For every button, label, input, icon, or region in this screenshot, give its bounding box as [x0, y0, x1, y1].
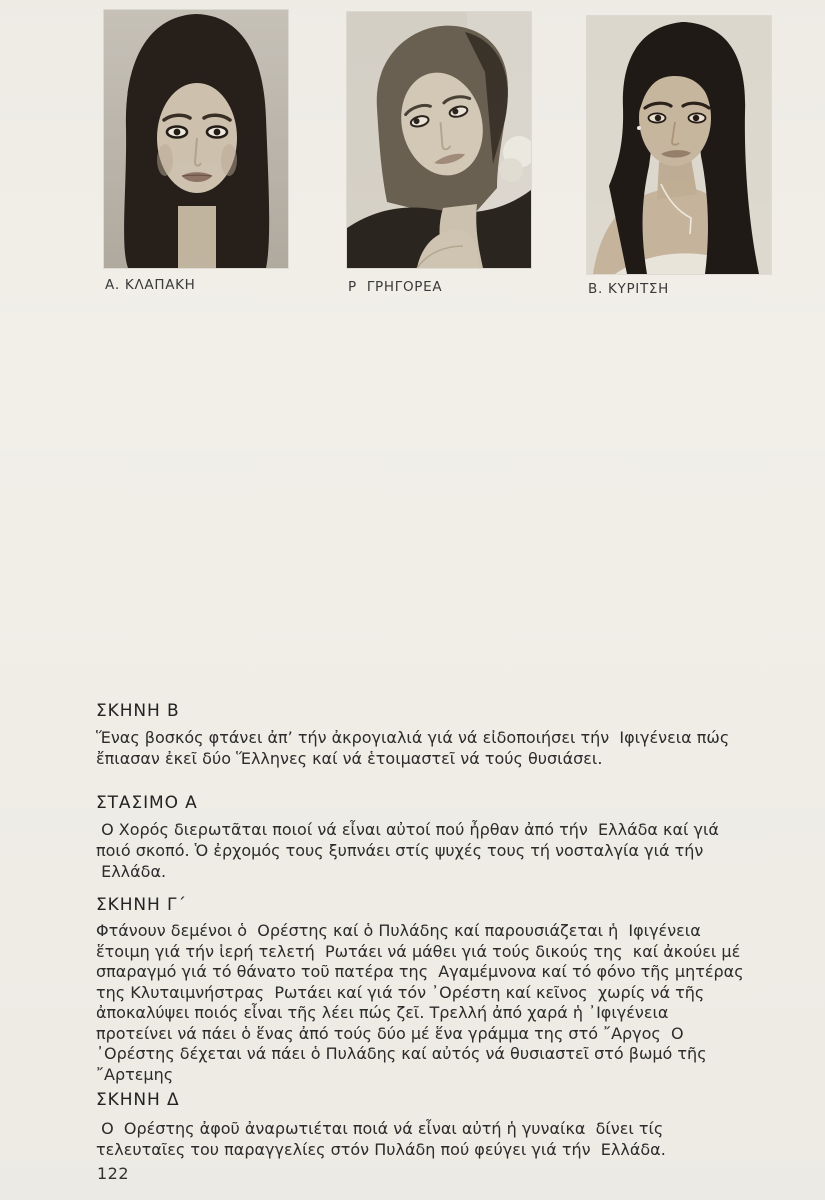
paragraph-line: Ο Χορός διερωτᾶται ποιοί νά εἶναι αὐτοί πού ἦρθαν ἀπό τήν Ελλάδα καί γιά [96, 820, 719, 839]
section-paragraph-skini-b [96, 727, 786, 769]
paragraph-line: τελευταῖες του παραγγελίες στόν Πυλάδη πού φεύγει γιά τήν Ελλάδα. [96, 1140, 666, 1159]
photo-caption-grigorea: Ρ ΓΡΗΓΟΡΕΑ [348, 279, 443, 295]
section-heading-skini-d: ΣΚΗΝΗ Δ [96, 1090, 180, 1110]
section-heading-stasimo-a: ΣΤΑΣΙΜΟ Α [96, 793, 198, 813]
paragraph-line: Φτάνουν δεμένοι ὁ Ορέστης καί ὁ Πυλάδης καί παρουσιάζεται ἡ Ιφιγένεια [96, 921, 701, 940]
portrait-woman-looking-up-icon [347, 12, 531, 268]
photo-caption-kyritsi: Β. ΚΥΡΙΤΣΗ [588, 281, 669, 297]
paragraph-line: Ελλάδα. [96, 862, 167, 881]
section-heading-skini-c: ΣΚΗΝΗ Γ΄ [96, 895, 187, 915]
portrait-photo-grigorea [347, 12, 531, 268]
photo-caption-klapaki: Α. ΚΛΑΠΑΚΗ [105, 277, 196, 293]
paragraph-line: Ο Ορέστης ἀφοῦ ἀναρωτιέται ποιά νά εἶναι αὐτή ἡ γυναίκα δίνει τίς [96, 1119, 664, 1138]
paragraph-line: ποιό σκοπό. Ὁ ἐρχομός τους ξυπνάει στίς ψυχές τους τή νοσταλγία γιά τήν [96, 841, 704, 860]
portrait-photo-klapaki [104, 10, 288, 268]
section-heading-skini-b: ΣΚΗΝΗ Β [96, 701, 180, 721]
paragraph-line: ἀποκαλύψει ποιός εἶναι τῆς λέει πώς ζεῖ. Τρελλή ἀπό χαρά ἡ ᾽Ιφιγένεια [96, 1003, 669, 1022]
paragraph-line: ἔπιασαν ἐκεῖ δύο Ἕλληνες καί νά ἑτοιμαστεῖ νά τούς θυσιάσει. [96, 749, 603, 768]
paragraph-line: σπαραγμό γιά τό θάνατο τοῦ πατέρα της Αγαμέμνονα καί τό φόνο τῆς μητέρας [96, 962, 744, 981]
portrait-photo-kyritsi [587, 16, 771, 274]
section-paragraph-skini-d [96, 1118, 786, 1160]
portrait-woman-front-icon [104, 10, 288, 268]
page-number: 122 [97, 1164, 130, 1183]
paragraph-line: ἕτοιμη γιά τήν ἱερή τελετή Ρωτάει νά μάθει γιά τούς δικούς της καί ἀκούει μέ [96, 941, 741, 961]
paragraph-line: ῎Αρτεμης [96, 1064, 174, 1084]
paragraph-line: Ἕνας βοσκός φτάνει ἀπ’ τήν ἀκρογιαλιά γιά νά εἰδοποιήσει τήν Ιφιγένεια πώς [96, 728, 730, 747]
paragraph-line: ᾽Ορέστης δέχεται νά πάει ὁ Πυλάδης καί αὐτός νά θυσιαστεῖ στό βωμό τῆς [96, 1044, 707, 1063]
section-paragraph-stasimo-a [96, 819, 786, 882]
section-paragraph-skini-c [96, 921, 786, 1085]
paragraph-line: προτείνει νά πάει ὁ ἕνας ἀπό τούς δύο μέ ἕνα γράμμα της στό ῎Αργος Ο [96, 1023, 684, 1043]
portrait-woman-bare-shoulders-icon [587, 16, 771, 274]
paragraph-line: της Κλυταιμνήστρας Ρωτάει καί γιά τόν ᾽Ορέστη καί κεῖνος χωρίς νά τῆς [96, 982, 705, 1002]
